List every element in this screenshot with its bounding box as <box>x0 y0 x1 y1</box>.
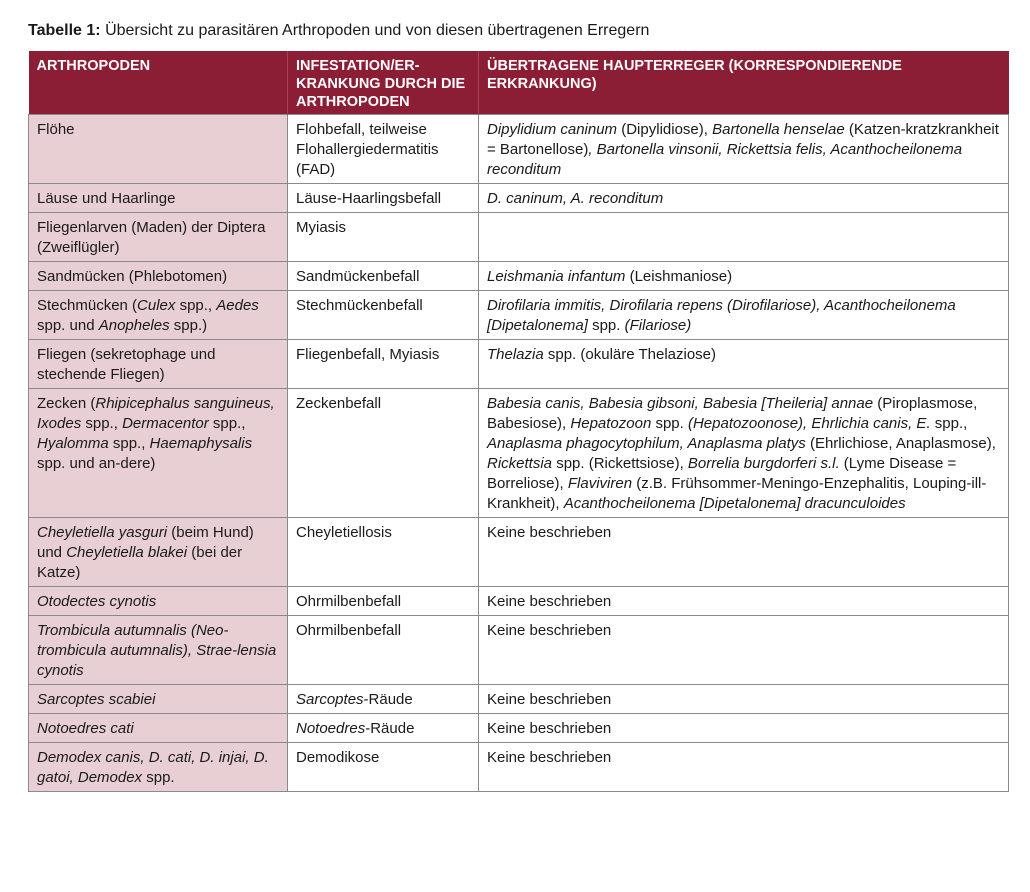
cell-arthropods <box>29 291 288 340</box>
cell-infestation <box>288 340 479 389</box>
cell-infestation <box>288 685 479 714</box>
cell-text: (Filariose) <box>624 317 692 334</box>
cell-text: Ohrmilbenbefall <box>296 622 402 639</box>
cell-text: (z.B. Frühsommer-Meningo-Enzephalitis, Louping-ill-Krankheit), <box>487 475 987 512</box>
arthropod-table <box>28 51 1009 792</box>
cell-pathogens <box>479 685 1009 714</box>
cell-text: Culex <box>137 297 176 314</box>
cell-text: Bartonella henselae <box>712 121 845 138</box>
cell-text: Cheyletiella yasguri <box>37 524 168 541</box>
cell-arthropods <box>29 743 288 792</box>
cell-text: Cheyletiellosis <box>296 524 392 541</box>
table-caption-label: Tabelle 1: <box>28 22 101 39</box>
cell-pathogens <box>479 616 1009 685</box>
cell-arthropods <box>29 389 288 518</box>
cell-text: (Leishmaniose) <box>625 268 733 285</box>
cell-text: spp.) <box>169 317 208 334</box>
cell-text: Cheyletiella blakei <box>66 544 188 561</box>
cell-text: spp. (okuläre Thelaziose) <box>543 346 717 363</box>
cell-text: Flöhe <box>37 121 75 138</box>
cell-infestation <box>288 389 479 518</box>
cell-text: Fliegenlarven (Maden) der Diptera (Zweiflügler) <box>37 219 266 256</box>
table-body <box>29 115 1009 792</box>
cell-text: Haemaphysalis <box>149 435 253 452</box>
cell-text: Dirofilaria immitis, Dirofilaria repens (Dirofilariose), Acanthocheilonema [Dipetalonema] <box>487 297 956 334</box>
cell-text: (Lyme Disease = Borreliose), <box>487 455 957 492</box>
cell-text: Zeckenbefall <box>296 395 382 412</box>
cell-text: Notoedres <box>296 720 366 737</box>
cell-pathogens <box>479 213 1009 262</box>
cell-infestation <box>288 291 479 340</box>
header-row <box>29 51 1009 115</box>
cell-text: Dermacentor <box>122 415 209 432</box>
cell-text: Hyalomma <box>37 435 109 452</box>
table-row <box>29 587 1009 616</box>
cell-text: Thelazia <box>487 346 544 363</box>
cell-text: Notoedres cati <box>37 720 134 737</box>
cell-text: spp. und an-dere) <box>37 455 156 472</box>
cell-text: Acanthocheilonema [Dipetalonema] dracunculoides <box>563 495 906 512</box>
cell-text: Sandmücken (Phlebotomen) <box>37 268 228 285</box>
cell-arthropods <box>29 262 288 291</box>
cell-text: Sarcoptes <box>296 691 364 708</box>
cell-text: Ohrmilbenbefall <box>296 593 402 610</box>
cell-text: Keine beschrieben <box>487 691 612 708</box>
cell-text: Flaviviren <box>567 475 633 492</box>
cell-arthropods <box>29 587 288 616</box>
table-row <box>29 518 1009 587</box>
cell-text: (Hepatozoonose), Ehrlichia canis, E. <box>687 415 931 432</box>
cell-infestation <box>288 213 479 262</box>
cell-text: D. caninum, A. reconditum <box>487 190 664 207</box>
table-row <box>29 291 1009 340</box>
cell-text: spp., <box>208 415 246 432</box>
cell-infestation <box>288 115 479 184</box>
cell-text: spp. <box>142 769 175 786</box>
cell-text: Keine beschrieben <box>487 593 612 610</box>
cell-text: Keine beschrieben <box>487 622 612 639</box>
table-row <box>29 685 1009 714</box>
cell-text: spp. und <box>37 317 99 334</box>
cell-text: Läuse und Haarlinge <box>37 190 176 207</box>
cell-text: Hepatozoon <box>570 415 652 432</box>
cell-arthropods <box>29 213 288 262</box>
cell-text: -Räude <box>365 720 415 737</box>
cell-text: spp. (Rickettsiose), <box>552 455 688 472</box>
cell-infestation <box>288 262 479 291</box>
table-row <box>29 389 1009 518</box>
cell-text: Babesia canis, Babesia gibsoni, Babesia [Theileria] annae <box>487 395 874 412</box>
cell-text: Läuse-Haarlingsbefall <box>296 190 442 207</box>
cell-arthropods <box>29 685 288 714</box>
cell-text: Dipylidium caninum <box>487 121 618 138</box>
cell-text: Borrelia burgdorferi s.l. <box>687 455 840 472</box>
table-caption-text: Übersicht zu parasitären Arthropoden und von diesen übertragenen Erregern <box>100 22 650 39</box>
cell-arthropods <box>29 340 288 389</box>
cell-text: Rickettsia <box>487 455 553 472</box>
cell-text: Demodikose <box>296 749 380 766</box>
cell-text: Otodectes cynotis <box>37 593 157 610</box>
table-row <box>29 262 1009 291</box>
cell-text: Rhipicephalus sanguineus, Ixodes <box>37 395 275 432</box>
cell-arthropods <box>29 115 288 184</box>
table-row <box>29 184 1009 213</box>
cell-text: (Katzen-kratzkrankheit = Bartonellose) <box>487 121 999 158</box>
cell-text: Stechmückenbefall <box>296 297 423 314</box>
cell-text: Keine beschrieben <box>487 524 612 541</box>
cell-infestation <box>288 184 479 213</box>
cell-pathogens <box>479 340 1009 389</box>
table-caption <box>28 20 1030 42</box>
table-row <box>29 213 1009 262</box>
table-header <box>29 51 1009 115</box>
cell-arthropods <box>29 714 288 743</box>
cell-text: Sandmückenbefall <box>296 268 420 285</box>
cell-text: spp. <box>651 415 688 432</box>
cell-text: spp., <box>81 415 123 432</box>
cell-text: Sarcoptes scabiei <box>37 691 156 708</box>
cell-pathogens <box>479 743 1009 792</box>
cell-text: Fliegenbefall, Myiasis <box>296 346 440 363</box>
cell-text: Myiasis <box>296 219 347 236</box>
cell-pathogens <box>479 291 1009 340</box>
table-row <box>29 340 1009 389</box>
cell-text: (Dipylidiose), <box>617 121 713 138</box>
cell-infestation <box>288 518 479 587</box>
cell-text: (beim Hund) und <box>37 524 254 561</box>
cell-infestation <box>288 714 479 743</box>
cell-arthropods <box>29 616 288 685</box>
column-header-pathogens: ÜBERTRAGENE HAUPTERREGER (KORRESPONDIERENDE ERKRANKUNG) <box>479 51 1009 115</box>
cell-text: Fliegen (sekretophage und stechende Fliegen) <box>37 346 216 383</box>
cell-arthropods <box>29 518 288 587</box>
column-header-arthropods: ARTHROPODEN <box>29 51 288 115</box>
cell-pathogens <box>479 262 1009 291</box>
cell-pathogens <box>479 714 1009 743</box>
cell-infestation <box>288 616 479 685</box>
cell-text: Leishmania infantum <box>487 268 626 285</box>
cell-text: spp., <box>108 435 150 452</box>
cell-text: Keine beschrieben <box>487 749 612 766</box>
cell-text: (Ehrlichiose, Anaplasmose), <box>805 435 996 452</box>
cell-pathogens <box>479 389 1009 518</box>
cell-text: Zecken ( <box>37 395 96 412</box>
table-row <box>29 714 1009 743</box>
cell-text: Stechmücken ( <box>37 297 138 314</box>
table-row <box>29 743 1009 792</box>
cell-text: , Bartonella vinsonii, Rickettsia felis, Acanthocheilonema reconditum <box>487 141 963 178</box>
table-row <box>29 115 1009 184</box>
cell-text: -Räude <box>363 691 413 708</box>
cell-pathogens <box>479 587 1009 616</box>
cell-pathogens <box>479 184 1009 213</box>
cell-text: (Piroplasmose, Babesiose), <box>487 395 978 432</box>
cell-text: Demodex canis, D. cati, D. injai, D. gatoi, Demodex <box>37 749 269 786</box>
cell-text: spp., <box>930 415 968 432</box>
cell-text: Flohbefall, teilweise Flohallergiedermatitis (FAD) <box>296 121 439 178</box>
cell-infestation <box>288 587 479 616</box>
cell-text: Anaplasma phagocytophilum, Anaplasma platys <box>487 435 806 452</box>
cell-text: spp., <box>175 297 217 314</box>
cell-text: Keine beschrieben <box>487 720 612 737</box>
cell-text: (bei der Katze) <box>37 544 243 581</box>
cell-infestation <box>288 743 479 792</box>
cell-text: Aedes <box>216 297 259 314</box>
table-row <box>29 616 1009 685</box>
column-header-infestation: INFESTATION/ER-KRANKUNG DURCH DIE ARTHROPODEN <box>288 51 479 115</box>
cell-text: Anopheles <box>98 317 170 334</box>
cell-text: spp. <box>587 317 625 334</box>
cell-arthropods <box>29 184 288 213</box>
cell-pathogens <box>479 115 1009 184</box>
cell-text: Trombicula autumnalis (Neo-trombicula autumnalis), Strae-lensia cynotis <box>37 622 277 679</box>
cell-pathogens <box>479 518 1009 587</box>
